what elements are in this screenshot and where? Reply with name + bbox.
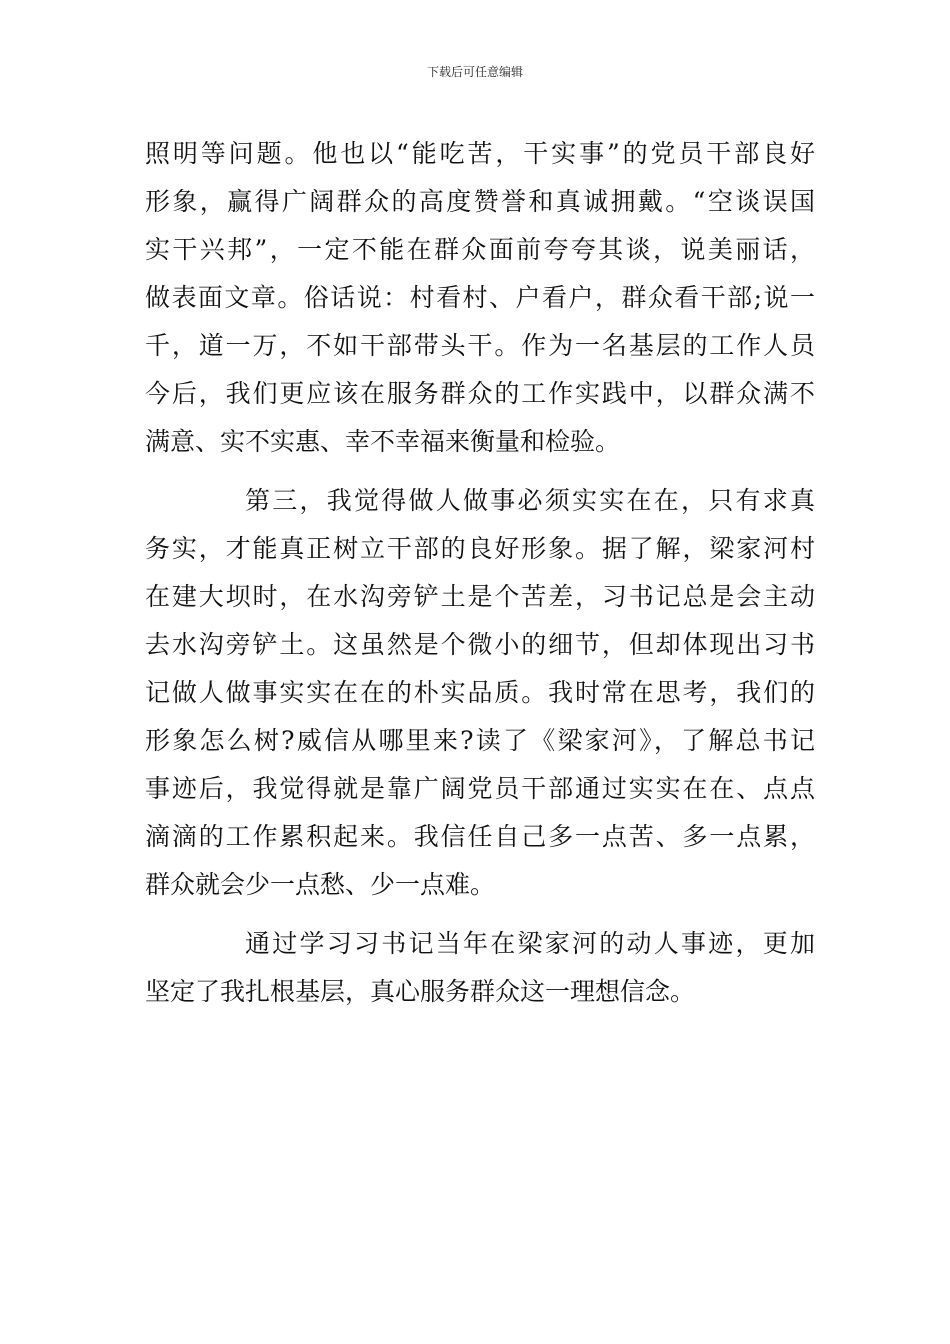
text-line: 通过学习习书记当年在梁家河的动人事迹，更加	[245, 929, 815, 958]
header-note: 下载后可任意编辑	[426, 65, 523, 79]
text-line: 去水沟旁铲土。这虽然是个微小的细节，但却体现出习书	[145, 630, 815, 659]
text-line: 第三，我觉得做人做事必须实实在在，只有求真	[245, 486, 815, 515]
text-line: 实干兴邦”，一定不能在群众面前夸夸其谈，说美丽话，	[145, 235, 815, 264]
text-line: 满意、实不实惠、幸不幸福来衡量和检验。	[145, 427, 621, 456]
text-line: 事迹后，我觉得就是靠广阔党员干部通过实实在在、点点	[145, 774, 815, 803]
text-line: 滴滴的工作累积起来。我信任自己多一点苦、多一点累，	[145, 822, 815, 851]
text-line: 做表面文章。俗话说：村看村、户看户，群众看干部;说一	[145, 283, 815, 312]
text-line: 在建大坝时，在水沟旁铲土是个苦差，习书记总是会主动	[145, 582, 815, 611]
paragraph-1	[145, 130, 815, 466]
text-line: 今后，我们更应该在服务群众的工作实践中，以群众满不	[145, 379, 815, 408]
text-line: 照明等问题。他也以“能吃苦，干实事”的党员干部良好	[145, 139, 815, 168]
text-line: 千，道一万，不如干部带头干。作为一名基层的工作人员	[145, 331, 815, 360]
text-line: 务实，才能真正树立干部的良好形象。据了解，梁家河村	[145, 534, 815, 563]
paragraph-2	[145, 477, 815, 909]
text-line: 形象，赢得广阔群众的高度赞誉和真诚拥戴。“空谈误国	[145, 187, 815, 216]
paragraph-gap	[145, 909, 815, 920]
text-line: 群众就会少一点愁、少一点难。	[145, 870, 496, 899]
text-line: 形象怎么树?威信从哪里来?读了《梁家河》，了解总书记	[145, 726, 815, 755]
text-line: 记做人做事实实在在的朴实品质。我时常在思考，我们的	[145, 678, 815, 707]
text-line: 坚定了我扎根基层，真心服务群众这一理想信念。	[145, 977, 696, 1006]
body-text	[145, 130, 815, 1016]
paragraph-gap	[145, 466, 815, 477]
paragraph-3	[145, 920, 815, 1016]
